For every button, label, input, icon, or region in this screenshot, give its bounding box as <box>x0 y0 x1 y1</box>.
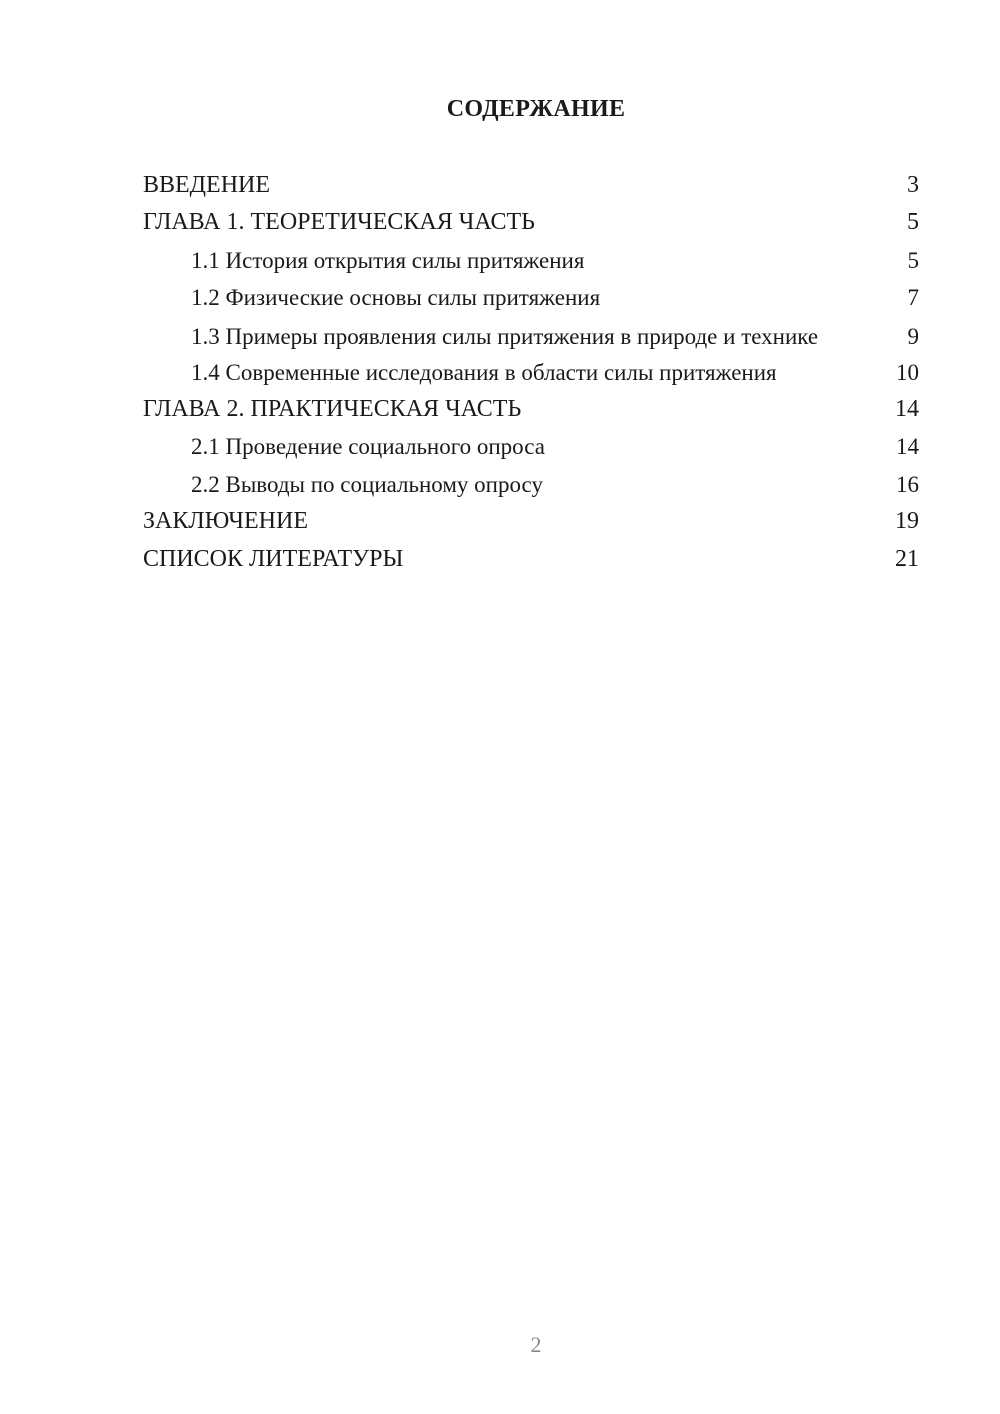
toc-entry-section-1-3[interactable] <box>143 317 919 354</box>
toc-entry-chapter-1[interactable] <box>143 204 919 241</box>
toc-entry-introduction[interactable] <box>143 167 919 204</box>
table-of-contents <box>143 167 919 578</box>
toc-entry-label: 2.2 Выводы по социальному опросу <box>191 471 543 497</box>
toc-entry-section-2-2[interactable] <box>143 466 919 503</box>
toc-entry-chapter-2[interactable] <box>143 391 919 428</box>
toc-entry-label: СПИСОК ЛИТЕРАТУРЫ <box>143 545 404 572</box>
toc-entry-label: 1.1 История открытия силы притяжения <box>191 247 585 273</box>
toc-entry-label: ГЛАВА 1. ТЕОРЕТИЧЕСКАЯ ЧАСТЬ <box>143 209 535 236</box>
toc-entry-section-2-1[interactable] <box>143 428 919 465</box>
toc-entry-section-1-4[interactable] <box>143 354 919 391</box>
toc-entry-page: 9 <box>907 323 919 349</box>
toc-entry-label: ЗАКЛЮЧЕНИЕ <box>143 508 308 535</box>
page-number: 2 <box>530 1332 542 1357</box>
toc-entry-page: 19 <box>895 508 919 535</box>
toc-entry-page: 5 <box>907 209 919 236</box>
toc-entry-label: 1.2 Физические основы силы притяжения <box>191 285 601 311</box>
page-title: СОДЕРЖАНИЕ <box>446 96 626 122</box>
toc-entry-label: 1.3 Примеры проявления силы притяжения в природе и технике <box>191 323 819 349</box>
toc-entry-page: 14 <box>895 396 919 423</box>
toc-entry-section-1-1[interactable] <box>143 242 919 279</box>
toc-entry-label: ГЛАВА 2. ПРАКТИЧЕСКАЯ ЧАСТЬ <box>143 396 522 423</box>
toc-entry-page: 5 <box>907 247 919 273</box>
toc-entry-label: 1.4 Современные исследования в области силы притяжения <box>191 359 777 385</box>
toc-entry-conclusion[interactable] <box>143 503 919 540</box>
toc-entry-page: 10 <box>896 359 919 385</box>
toc-entry-section-1-2[interactable] <box>143 279 919 316</box>
toc-entry-label: ВВЕДЕНИЕ <box>143 172 271 198</box>
toc-entry-page: 7 <box>907 285 919 311</box>
toc-entry-page: 16 <box>896 471 919 497</box>
toc-entry-page: 21 <box>895 545 919 572</box>
toc-entry-label: 2.1 Проведение социального опроса <box>191 434 545 460</box>
toc-entry-page: 14 <box>896 434 919 460</box>
toc-entry-references[interactable] <box>143 541 919 578</box>
toc-entry-page: 3 <box>907 172 919 198</box>
